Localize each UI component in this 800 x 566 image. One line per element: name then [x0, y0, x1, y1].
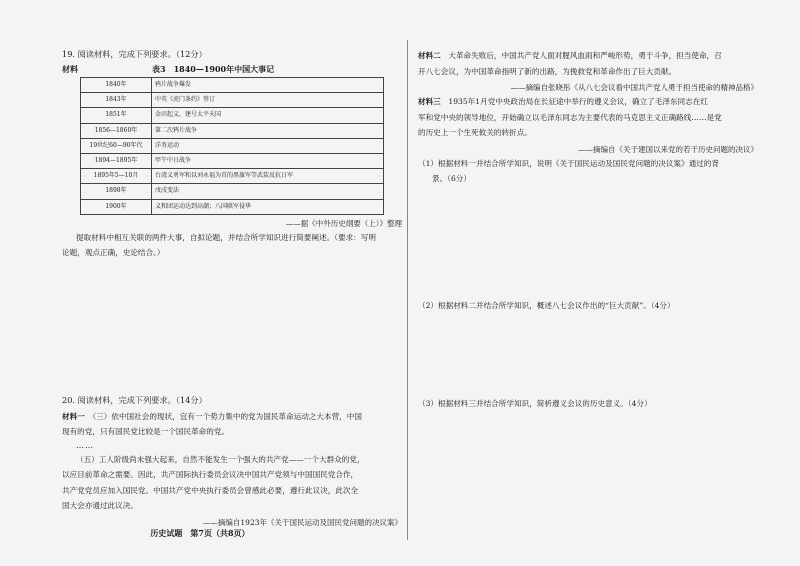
- sub-question-1: （1）根据材料一并结合所学知识，说明《关于国民运动及国民党问题的决议案》通过的背: [418, 158, 719, 168]
- material-1-line-4: 以应目前革命之需要。因此，共产国际执行委员会议决中国共产党须与中国国民党合作，: [62, 470, 359, 480]
- table-title: 表3 1840—1900年中国大事记: [152, 64, 275, 74]
- events-table: [80, 77, 384, 215]
- sub-question-3: （3）根据材料三并结合所学知识，简析遵义会议的历史意义。（4分）: [418, 398, 652, 408]
- answer-space-19: [62, 261, 402, 394]
- question-20-title: 20. 阅读材料，完成下列要求。（14分）: [62, 394, 207, 405]
- answer-space-20-2: [418, 313, 758, 396]
- table-cell-event: 第二次鸦片战争: [152, 123, 384, 138]
- table-row: [81, 93, 384, 108]
- table-cell-event: 洋务运动: [152, 138, 384, 153]
- table-cell-year: 1898年: [81, 184, 152, 199]
- right-column: [418, 48, 758, 411]
- page-footer: 历史试题 第7页（共8页）: [150, 528, 250, 538]
- material-2-source: ——摘编自张晓彤《从八七会议看中国共产党人勇于担当使命的精神品格》: [510, 83, 758, 92]
- table-row: [81, 138, 384, 153]
- material-2-line-1: 材料二 大革命失败后，中国共产党人面对腥风血雨和严峻形势，勇于斗争，担当使命，召: [418, 51, 722, 60]
- left-column: [62, 48, 402, 529]
- material-1-line-5: 共产党党员应加入国民党。中国共产党中央执行委员会曾感此必要，遵行此议决，此次全: [62, 485, 359, 495]
- material-1-line-6: 国大会亦通过此议决。: [62, 501, 138, 511]
- table-cell-year: 1900年: [81, 199, 152, 214]
- material-label: 材料: [62, 64, 78, 74]
- table-cell-event: 甲午中日战争: [152, 153, 384, 168]
- table-cell-year: 1843年: [81, 93, 152, 108]
- material-1-line-2: 现有的党，只有国民党比较是一个国民革命的党。: [62, 427, 230, 437]
- question-19-title: 19. 阅读材料，完成下列要求。（12分）: [62, 49, 207, 59]
- table-cell-event: 鸦片战争爆发: [152, 78, 384, 93]
- table-row: [81, 184, 384, 199]
- column-divider: [407, 40, 408, 540]
- table-cell-event: 台湾义勇军和以刘永福为首的黑旗军等武装反抗日军: [152, 169, 384, 184]
- table-cell-event: 义和团运动达到高潮；八国联军侵华: [152, 199, 384, 214]
- material-1-source: ——摘编自1923年《关于国民运动及国民党问题的决议案》: [202, 517, 402, 527]
- table-cell-event: 戊戌变法: [152, 184, 384, 199]
- material-2-line-2: 开八七会议，为中国革命指明了新的出路，为挽救党和革命作出了巨大贡献。: [418, 66, 677, 76]
- material-1-line-3: （五）工人阶级尚未强大起来，自然不能发生一个强大的共产党——一个大群众的党，: [76, 454, 365, 464]
- q19-requirement-cont: 论题，观点正确，史论结合。）: [62, 248, 165, 258]
- answer-space-20-1: [418, 186, 758, 298]
- material-1-line-1: 材料一 （三）依中国社会的现状，宜有一个势力集中的党为国民革命运动之大本营，中国: [62, 411, 362, 421]
- material-1-ellipsis: ……: [76, 440, 94, 450]
- sub-question-2: （2）根据材料二并结合所学知识，概述八七会议作出的“巨大贡献”。（4分）: [418, 300, 675, 310]
- table-cell-event: 金田起义，建号太平天国: [152, 108, 384, 123]
- table-row: [81, 153, 384, 168]
- material-3-line-3: 的历史上一个生死攸关的转折点。: [418, 128, 532, 137]
- table-row: [81, 169, 384, 184]
- table-cell-year: 1856—1860年: [81, 123, 152, 138]
- material-3-line-1: 材料三 1935年1月党中央政治局在长征途中举行的遵义会议，确立了毛泽东同志在红: [418, 97, 708, 106]
- material-3-line-2: 军和党中央的领导地位，开始确立以毛泽东同志为主要代表的马克思主义正确路线……是党: [418, 112, 722, 122]
- table-row: [81, 123, 384, 138]
- table-cell-year: 1894—1895年: [81, 153, 152, 168]
- table-row: [81, 199, 384, 214]
- table-row: [81, 78, 384, 93]
- sub-question-1-cont: 景。（6分）: [432, 173, 471, 183]
- table-cell-year: 19世纪60—90年代: [81, 138, 152, 153]
- table-cell-year: 1895年5—10月: [81, 169, 152, 184]
- table-cell-year: 1851年: [81, 108, 152, 123]
- table-cell-event: 中英《虎门条约》签订: [152, 93, 384, 108]
- table-cell-year: 1840年: [81, 78, 152, 93]
- material-3-source: ——摘编自《关于建国以来党的若干历史问题的决议》: [578, 144, 758, 154]
- q19-requirement: 提取材料中相互关联的两件大事，自拟论题，并结合所学知识进行简要阐述。（要求：写明: [76, 232, 376, 242]
- table-row: [81, 108, 384, 123]
- table-caption: [62, 63, 402, 75]
- q19-source: ——据《中外历史纲要（上）》整理: [285, 218, 402, 228]
